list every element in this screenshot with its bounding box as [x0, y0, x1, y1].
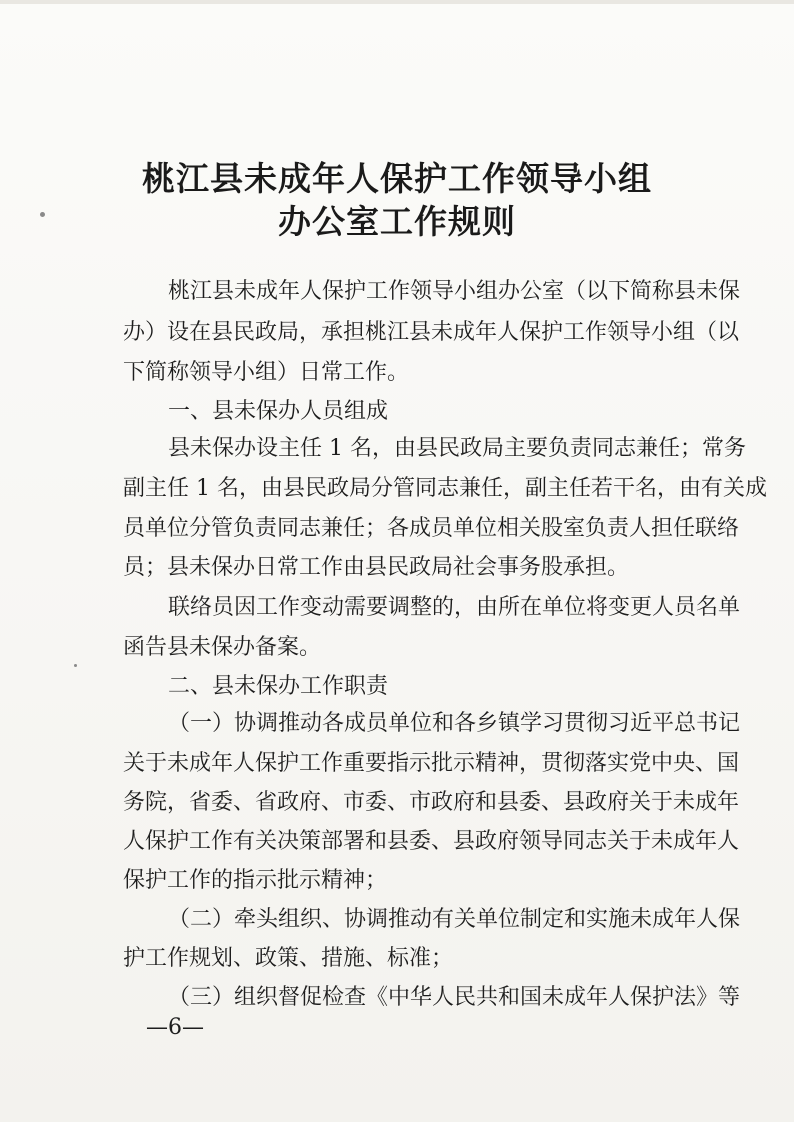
body-text-line: （二）牵头组织、协调推动有关单位制定和实施未成年人保 [168, 907, 741, 932]
body-text-line: 员；县未保办日常工作由县民政局社会事务股承担。 [123, 555, 630, 580]
body-text-line: 办）设在县民政局，承担桃江县未成年人保护工作领导小组（以 [123, 320, 740, 345]
body-text-line: 务院，省委、省政府、市委、市政府和县委、县政府关于未成年 [123, 790, 740, 815]
body-text-line: 员单位分管负责同志兼任；各成员单位相关股室负责人担任联络 [123, 516, 740, 541]
scan-edge [0, 0, 794, 4]
body-text-line: 联络员因工作变动需要调整的，由所在单位将变更人员名单 [168, 595, 741, 620]
body-text-line: 县未保办设主任 1 名，由县民政局主要负责同志兼任；常务 [168, 436, 746, 461]
body-text-line: 护工作规划、政策、措施、标准； [123, 946, 454, 971]
body-text-line: 保护工作的指示批示精神； [123, 868, 388, 893]
body-text-line: 副主任 1 名，由县民政局分管同志兼任，副主任若干名，由有关成 [123, 476, 767, 501]
scan-speck [74, 664, 77, 667]
body-text-line: 桃江县未成年人保护工作领导小组办公室（以下简称县未保 [168, 279, 741, 304]
body-text-line: 函告县未保办备案。 [123, 635, 322, 660]
page-number: —6— [146, 1015, 204, 1040]
document-title-line-2: 办公室工作规则 [278, 202, 516, 241]
body-text-line: 关于未成年人保护工作重要指示批示精神，贯彻落实党中央、国 [123, 751, 740, 776]
scan-speck [40, 212, 45, 217]
document-title-line-1: 桃江县未成年人保护工作领导小组 [142, 159, 652, 198]
section-heading: 一、县未保办人员组成 [168, 399, 389, 424]
section-heading: 二、县未保办工作职责 [168, 674, 389, 699]
body-text-line: 人保护工作有关决策部署和县委、县政府领导同志关于未成年人 [123, 829, 740, 854]
body-text-line: 下简称领导小组）日常工作。 [123, 360, 410, 385]
body-text-line: （三）组织督促检查《中华人民共和国未成年人保护法》等 [168, 985, 741, 1010]
body-text-line: （一）协调推动各成员单位和各乡镇学习贯彻习近平总书记 [168, 711, 741, 736]
